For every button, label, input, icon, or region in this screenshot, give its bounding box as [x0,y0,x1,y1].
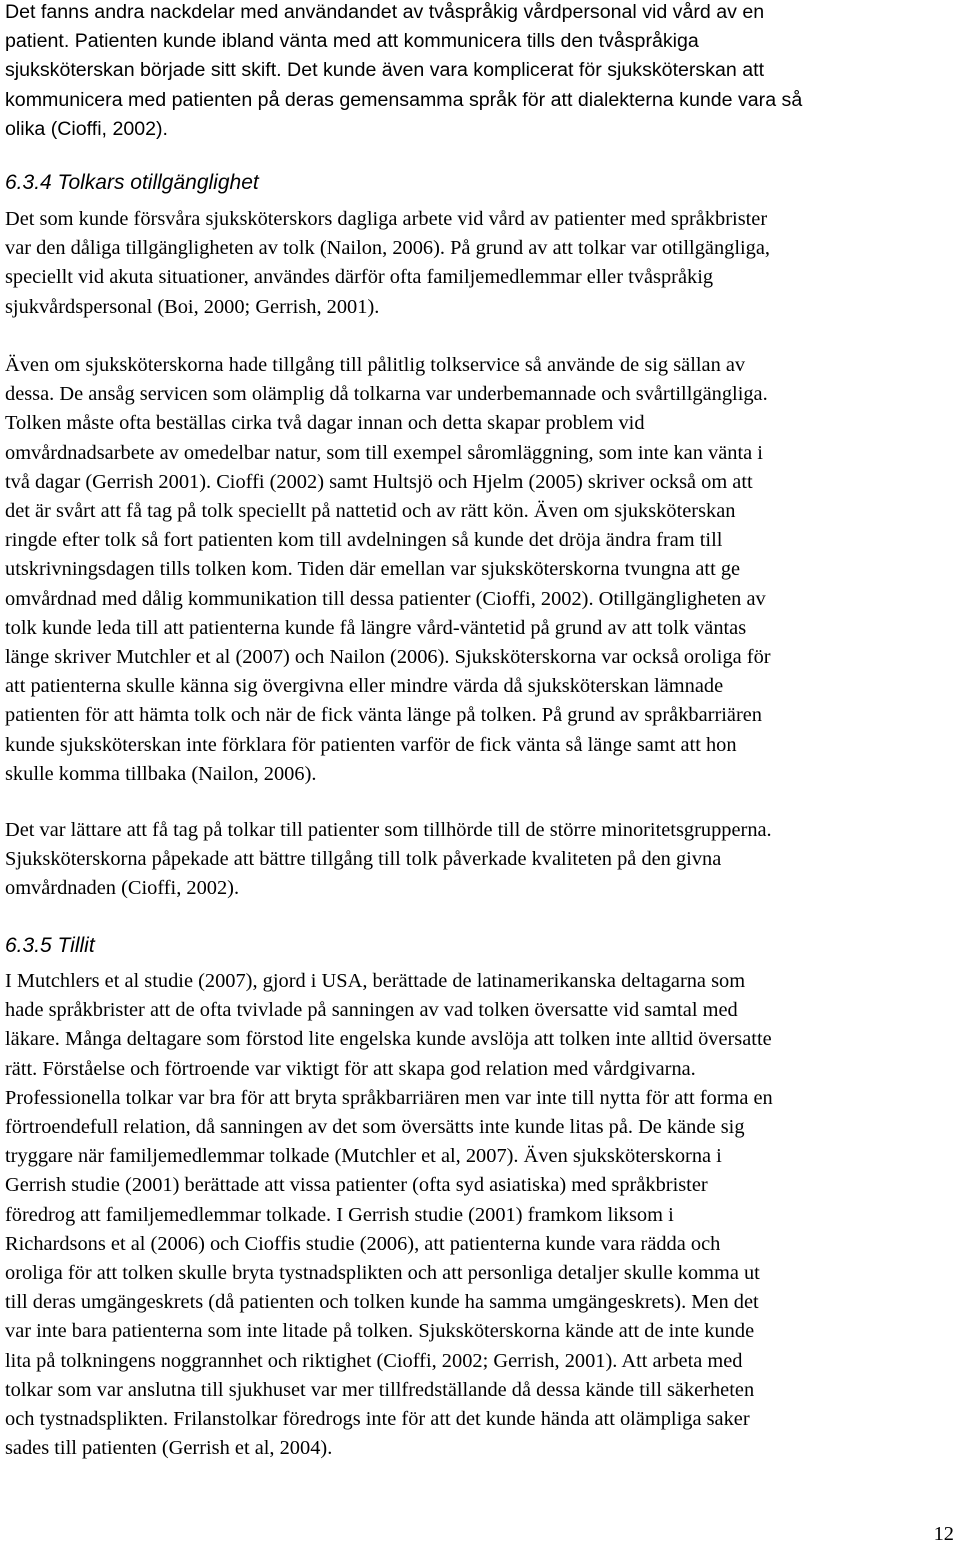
text-line: till deras umgängeskrets (då patienten och tolken kunde ha samma umgängeskrets). Men det [5,1291,759,1314]
text-line: Tolken måste ofta beställas cirka två dagar innan och detta skapar problem vid [5,412,645,435]
text-line: Det var lättare att få tag på tolkar till patienter som tillhörde till de större minoritetsgrupperna. [5,819,772,841]
section-heading-tillit: 6.3.5 Tillit [5,934,95,957]
text-line: lita på tolkningens noggrannhet och riktighet (Cioffi, 2002; Gerrish, 2001). Att arbeta med [5,1349,743,1372]
paragraph-tolkservice [5,351,771,789]
text-line: omvårdnadsarbete av omedelbar natur, som till exempel såromläggning, som inte kan vänta i [5,441,763,464]
paragraph-intro [5,0,802,144]
text-line: omvårdnaden (Cioffi, 2002). [5,877,240,900]
text-line: Richardsons et al (2006) och Cioffis studie (2006), att patienterna kunde vara rädda och [5,1232,721,1255]
text-line: sjuksköterskan började sitt skift. Det kunde även vara komplicerat för sjuksköterskan att [5,59,765,82]
text-line: Professionella tolkar var bra för att bryta språkbarriären men var inte till nytta för att forma en [5,1086,773,1109]
text-line: och tystnadsplikten. Frilanstolkar föredrogs inte för att det kunde hända att olämpliga saker [5,1408,750,1431]
text-line: Även om sjuksköterskorna hade tillgång till pålitlig tolkservice så använde de sig sällan av [5,354,746,376]
text-line: Det som kunde försvåra sjuksköterskors dagliga arbete vid vård av patienter med språkbrister [5,208,768,230]
paragraph-tillit [5,967,773,1463]
text-line: tolk kunde leda till att patienterna kunde få längre vård-väntetid på grund av att tolk väntas [5,616,747,639]
text-line: sades till patienten (Gerrish et al, 2004). [5,1437,333,1460]
text-line: patienten för att hämta tolk och när de fick vänta länge på tolken. På grund av språkbarriären [5,704,762,727]
text-line: länge skriver Mutchler et al (2007) och Nailon (2006). Sjuksköterskorna var också oroliga för [5,646,771,669]
text-line: dessa. De ansåg servicen som olämplig då tolkarna var underbemannade och svårtillgängliga. [5,383,768,406]
text-line: ringde efter tolk så fort patienten kom till avdelningen så kunde det dröja ändra fram till [5,529,723,552]
text-line: förtroendefull relation, då sanningen av det som översätts inte kunde litas på. De kände sig [5,1116,745,1139]
text-line: tryggare när familjemedlemmar tolkade (Mutchler et al, 2007). Även sjuksköterskorna i [5,1145,722,1168]
text-line: kommunicera med patienten på deras gemensamma språk för att dialekterna kunde vara så [5,88,803,111]
text-line: Det fanns andra nackdelar med användandet av tvåspråkig vårdpersonal vid vård av en [5,1,765,23]
paragraph-minoritetsgrupper [5,816,772,904]
text-line: tolkar som var anslutna till sjukhuset var mer tillfredställande då dessa kände till säkerheten [5,1378,755,1401]
text-line: oroliga för att tolken skulle bryta tystnadsplikten och att personliga detaljer skulle komma ut [5,1262,760,1285]
text-line: I Mutchlers et al studie (2007), gjord i USA, berättade de latinamerikanska deltagarna som [5,970,746,992]
text-line: utskrivningsdagen tills tolken kom. Tiden där emellan var sjuksköterskorna tvungna att ge [5,558,741,581]
text-line: sjukvårdspersonal (Boi, 2000; Gerrish, 2001). [5,295,380,318]
text-line: var inte bara patienterna som inte litade på tolken. Sjuksköterskorna kände att de inte kunde [5,1320,755,1343]
text-line: skulle komma tillbaka (Nailon, 2006). [5,762,317,785]
text-line: patient. Patienten kunde ibland vänta med att kommunicera tills den tvåspråkiga [5,30,699,53]
text-line: läkare. Många deltagare som förstod lite engelska kunde avslöja att tolken inte alltid översatte [5,1028,772,1051]
text-line: Sjuksköterskorna påpekade att bättre tillgång till tolk påverkade kvaliteten på den givna [5,848,722,871]
text-line: att patienterna skulle känna sig övergivna eller mindre värda då sjuksköterskan lämnade [5,675,724,698]
text-line: kunde sjuksköterskan inte förklara för patienten varför de fick vänta så länge samt att hon [5,733,737,756]
paragraph-tolk-availability [5,205,770,322]
text-line: speciellt vid akuta situationer, användes därför ofta familjemedlemmar eller tvåspråkig [5,266,714,289]
text-line: Gerrish studie (2001) berättade att vissa patienter (ofta syd asiatiska) med språkbrister [5,1174,708,1197]
text-line: olika (Cioffi, 2002). [5,117,168,140]
section-heading-tolkars-otillganglighet: 6.3.4 Tolkars otillgänglighet [5,171,259,194]
page-number: 12 [933,1523,954,1545]
text-line: var den dåliga tillgängligheten av tolk (Nailon, 2006). På grund av att tolkar var otillgängliga, [5,237,771,260]
text-line: omvårdnad med dålig kommunikation till dessa patienter (Cioffi, 2002). Otillgängligheten av [5,587,766,610]
text-line: föredrog att familjemedlemmar tolkade. I Gerrish studie (2001) framkom liksom i [5,1203,674,1226]
text-line: det är svårt att få tag på tolk speciellt på nattetid och av rätt kön. Även om sjuksköterskan [5,500,736,523]
text-line: hade språkbrister att de ofta tvivlade på sanningen av vad tolken översatte vid samtal med [5,999,738,1022]
text-line: rätt. Förståelse och förtroende var viktigt för att skapa god relation med vårdgivarna. [5,1057,696,1080]
text-line: två dagar (Gerrish 2001). Cioffi (2002) samt Hultsjö och Hjelm (2005) skriver också om att [5,470,753,493]
